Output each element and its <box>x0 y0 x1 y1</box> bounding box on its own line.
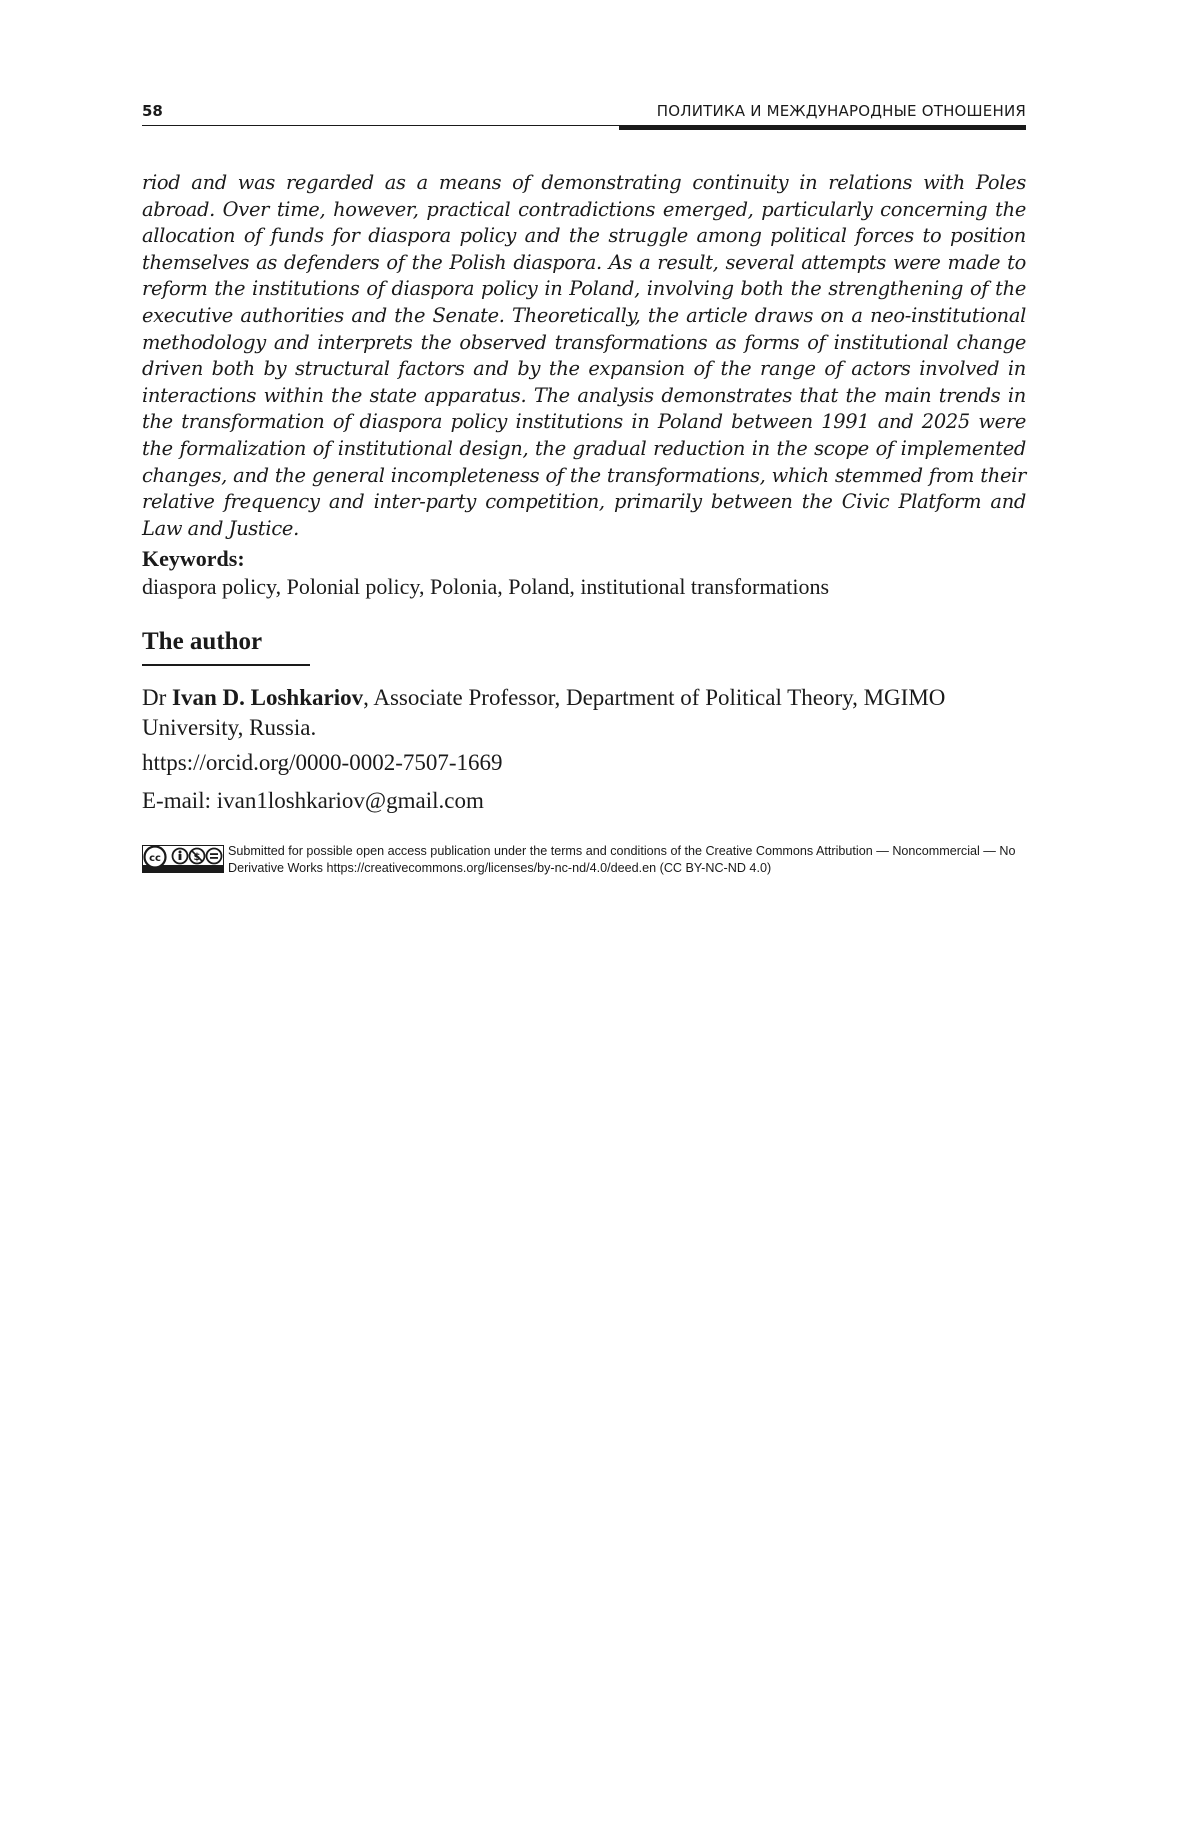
svg-text:cc: cc <box>149 853 161 864</box>
author-heading-underline <box>142 664 310 666</box>
author-email[interactable]: E-mail: ivan1loshkariov@gmail.com <box>142 788 484 814</box>
author-affiliation: , Associate Professor, Department of Political Theory, MGIMO University, Russia. <box>142 685 945 740</box>
license-statement: Submitted for possible open access publication under the terms and conditions of the Creative Commons Attribution — Noncommercial — No Derivative Works https://creativecommons.org/licenses/by-nc-nd/4.0/deed.en (CC BY-NC-ND 4.0) <box>228 843 1026 877</box>
license-block <box>142 843 1026 883</box>
running-header <box>142 100 1026 124</box>
author-title-prefix: Dr <box>142 685 172 710</box>
author-name: Ivan D. Loshkariov <box>172 685 363 710</box>
header-rule-accent <box>619 126 1026 130</box>
keywords-heading: Keywords: <box>142 546 245 572</box>
keywords-list: diaspora policy, Polonial policy, Polonia, Poland, institutional transformations <box>142 574 1026 600</box>
author-orcid-link[interactable]: https://orcid.org/0000-0002-7507-1669 <box>142 750 503 776</box>
journal-section-title: ПОЛИТИКА И МЕЖДУНАРОДНЫЕ ОТНОШЕНИЯ <box>657 102 1026 120</box>
author-bio <box>142 683 1026 743</box>
page-number: 58 <box>142 102 163 120</box>
cc-by-nc-nd-badge-icon[interactable] <box>142 845 224 873</box>
abstract-paragraph: riod and was regarded as a means of demonstrating continuity in relations with Poles abroad. Over time, however, practical contradictions emerged, particularly concerning the allocation of funds for diaspora policy and the struggle among political forces to position themselves as defenders of the Polish diaspora. As a result, several attempts were made to reform the institutions of diaspora policy in Poland, involving both the strengthening of the executive authorities and the Senate. Theoretically, the article draws on a neo-institutional methodology and interprets the observed transformations as forms of institutional change driven both by structural factors and by the expansion of the range of actors involved in interactions within the state apparatus. The analysis demonstrates that the main trends in the transformation of diaspora policy institutions in Poland between 1991 and 2025 were the formalization of institutional design, the gradual reduction in the scope of implemented changes, and the gen­eral incompleteness of the transformations, which stemmed from their relative frequency and inter-party competition, primarily between the Civic Platform and Law and Justice. <box>142 170 1026 542</box>
svg-text:$: $ <box>194 852 201 863</box>
author-section-heading: The author <box>142 628 262 656</box>
